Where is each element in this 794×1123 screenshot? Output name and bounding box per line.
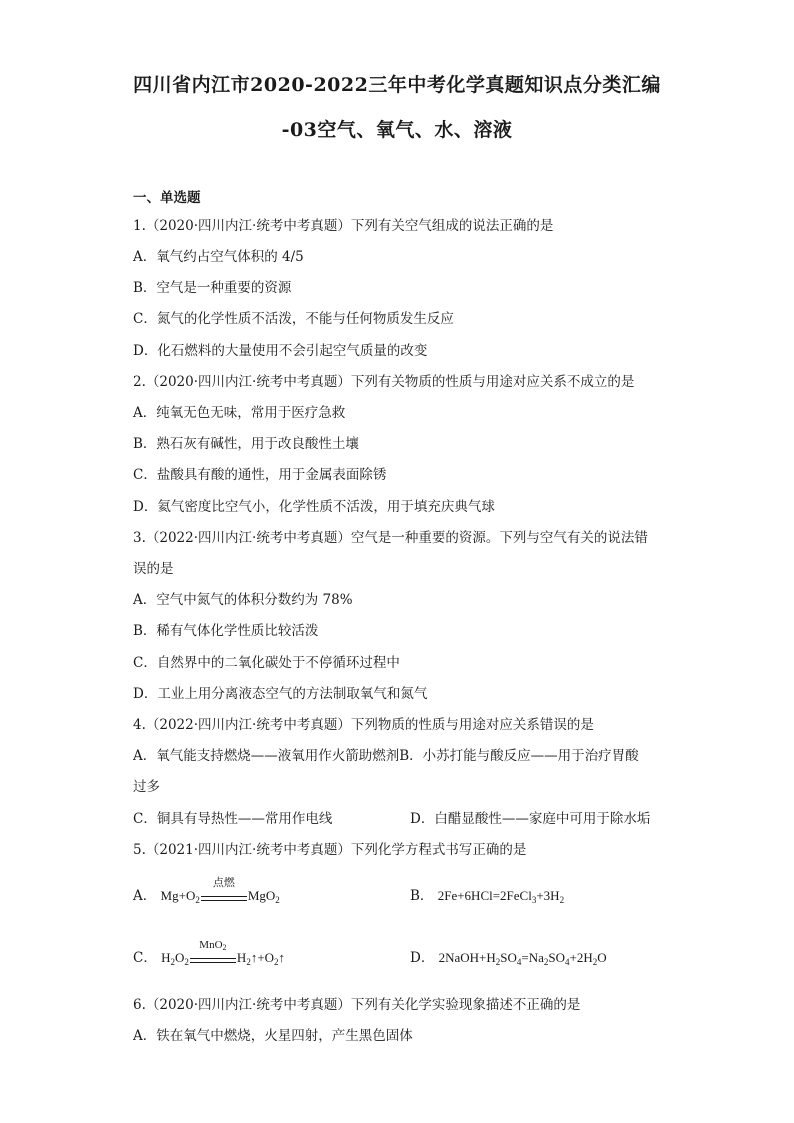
question-2-option-a: A．纯氧无色无味，常用于医疗急救 [133,405,346,421]
document-title-line1: 四川省内江市2020-2022三年中考化学真题知识点分类汇编 [133,74,661,96]
question-6-stem: 6.（2020·四川内江·统考中考真题）下列有关化学实验现象描述不正确的是 [133,997,581,1013]
question-3-option-a: A．空气中氮气的体积分数约为 78% [133,592,353,608]
question-4-stem: 4.（2022·四川内江·统考中考真题）下列物质的性质与用途对应关系错误的是 [133,717,594,733]
question-6-option-a: A．铁在氧气中燃烧，火星四射，产生黑色固体 [133,1028,413,1044]
question-5-option-d [410,946,607,967]
question-2-option-c: C．盐酸具有酸的通性，用于金属表面除锈 [133,467,387,483]
question-3-stem-cont: 误的是 [133,561,174,577]
question-1-option-b: B．空气是一种重要的资源 [133,280,292,296]
question-3-option-b: B．稀有气体化学性质比较活泼 [133,623,319,639]
option-d-label: D． [410,950,435,966]
question-5-stem: 5.（2021·四川内江·统考中考真题）下列化学方程式书写正确的是 [133,842,527,858]
question-2-option-d: D．氦气密度比空气小，化学性质不活泼，用于填充庆典气球 [133,499,495,515]
equation-b: $2Fe+6HCl=2FeCl_3+3H_2$ [437,888,565,905]
reaction-condition-c: MnO$_2$ [190,952,236,966]
question-4-option-ab-cont: 过多 [133,779,160,795]
question-1-option-c: C．氮气的化学性质不活泼，不能与任何物质发生反应 [133,311,454,327]
reaction-condition-a: 点燃 [201,890,247,904]
question-4-option-d: D．白醋显酸性——家庭中可用于除水垢 [410,811,651,827]
document-title-line2: -03空气、氧气、水、溶液 [281,119,513,141]
question-2-option-b: B．熟石灰有碱性，用于改良酸性土壤 [133,436,359,452]
question-3-option-c: C．自然界中的二氧化碳处于不停循环过程中 [133,655,400,671]
question-4-option-c: C．铜具有导热性——常用作电线 [133,811,333,827]
question-3-option-d: D．工业上用分离液态空气的方法制取氧气和氮气 [133,686,428,702]
question-2-stem: 2.（2020·四川内江·统考中考真题）下列有关物质的性质与用途对应关系不成立的是 [133,374,635,390]
option-a-label: A． [133,888,157,904]
question-4-option-ab: A．氧气能支持燃烧——液氧用作火箭助燃剂B．小苏打能与酸反应——用于治疗胃酸 [133,748,639,764]
question-5-option-c [133,939,286,967]
question-1-stem: 1.（2020·四川内江·统考中考真题）下列有关空气组成的说法正确的是 [133,218,554,234]
equation-c: $H_2O_2$ MnO$_2$ $H_2↑+O_2↑$ [161,939,286,967]
question-5-option-a [133,877,280,905]
equation-a: $Mg+O_2$ 点燃 MgO$_2$ [160,877,280,905]
equation-d: $2NaOH+H_2SO_4=Na_2SO_4+2H_2O$ [438,950,607,967]
question-3-stem: 3.（2022·四川内江·统考中考真题）空气是一种重要的资源。下列与空气有关的说法错 [133,530,648,546]
question-5-option-b [410,884,564,905]
question-1-option-d: D．化石燃料的大量使用不会引起空气质量的改变 [133,343,428,359]
option-b-label: B． [410,888,434,904]
section-heading: 一、单选题 [133,190,201,206]
question-1-option-a: A．氧气约占空气体积的 4/5 [133,249,304,265]
option-c-label: C． [133,950,157,966]
